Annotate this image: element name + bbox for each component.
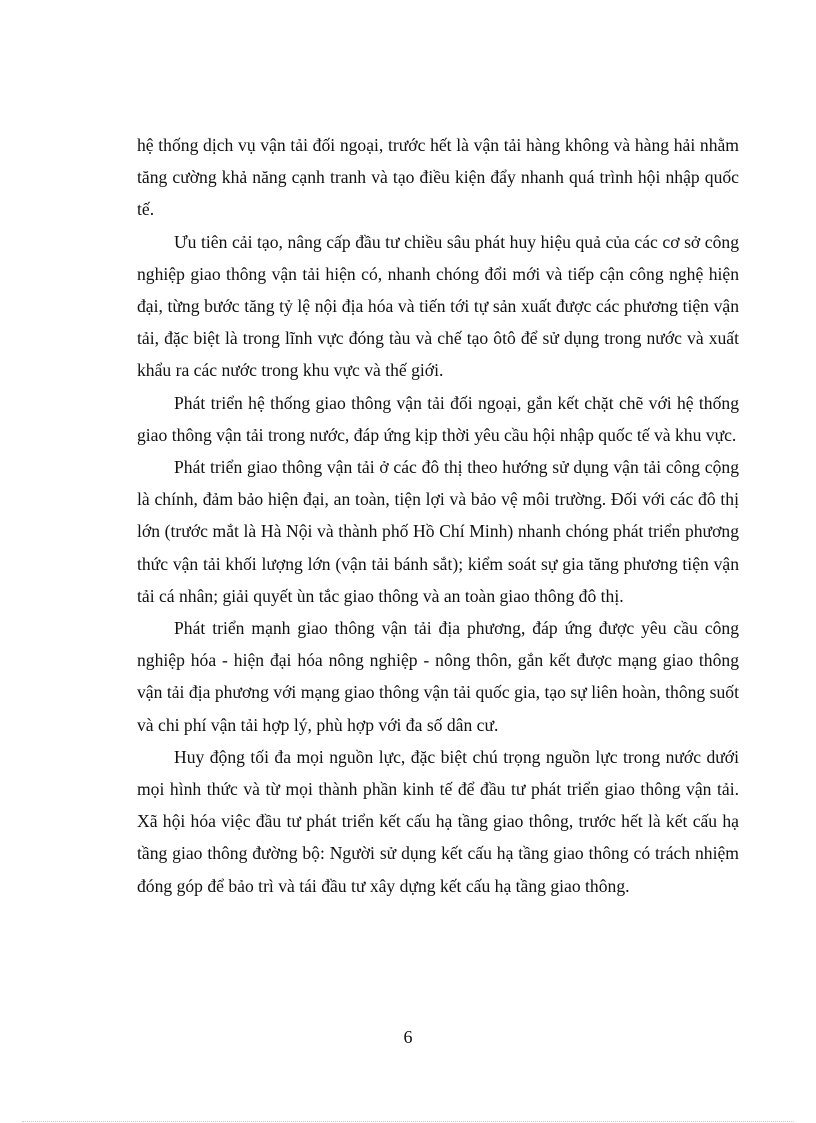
paragraph-continued: hệ thống dịch vụ vận tải đối ngoại, trước hết là vận tải hàng không và hàng hải nhằm tăng cường khả năng cạnh tranh và tạo điều kiện đẩy nhanh quá trình hội nhập quốc tế. [137,135,739,220]
paragraph-external-transport: Phát triển hệ thống giao thông vận tải đối ngoại, gắn kết chặt chẽ với hệ thống giao thông vận tải trong nước, đáp ứng kịp thời yêu cầu hội nhập quốc tế và khu vực. [137,392,739,445]
paragraph-urban-transport: Phát triển giao thông vận tải ở các đô thị theo hướng sử dụng vận tải công cộng là chính, đảm bảo hiện đại, an toàn, tiện lợi và bảo vệ môi trường. Đối với các đô thị lớn (trước mắt là Hà Nội và thành phố Hồ Chí Minh) nhanh chóng phát triển phương thức vận tải khối lượng lớn (vận tải bánh sắt); kiểm soát sự gia tăng phương tiện vận tải cá nhân; giải quyết ùn tắc giao thông và an toàn giao thông đô thị. [137,457,739,606]
body-text [137,129,739,902]
paragraph-industry: Ưu tiên cải tạo, nâng cấp đầu tư chiều sâu phát huy hiệu quả của các cơ sở công nghiệp giao thông vận tải hiện có, nhanh chóng đổi mới và tiếp cận công nghệ hiện đại, từng bước tăng tỷ lệ nội địa hóa và tiến tới tự sản xuất được các phương tiện vận tải, đặc biệt là trong lĩnh vực đóng tàu và chế tạo ôtô để sử dụng trong nước và xuất khẩu ra các nước trong khu vực và thế giới. [137,231,739,381]
page-number: 6 [403,1027,413,1047]
paragraph-local-transport: Phát triển mạnh giao thông vận tải địa phương, đáp ứng được yêu cầu công nghiệp hóa - hiện đại hóa nông nghiệp - nông thôn, gắn kết được mạng giao thông vận tải địa phương với mạng giao thông vận tải quốc gia, tạo sự liên hoàn, thông suốt và chi phí vận tải hợp lý, phù hợp với đa số dân cư. [137,618,739,735]
paragraph-resources: Huy động tối đa mọi nguồn lực, đặc biệt chú trọng nguồn lực trong nước dưới mọi hình thức và từ mọi thành phần kinh tế để đầu tư phát triển giao thông vận tải. Xã hội hóa việc đầu tư phát triển kết cấu hạ tầng giao thông, trước hết là kết cấu hạ tầng giao thông đường bộ: Người sử dụng kết cấu hạ tầng giao thông có trách nhiệm đóng góp để bảo trì và tái đầu tư xây dựng kết cấu hạ tầng giao thông. [137,746,739,896]
page-bottom-divider [22,1121,794,1122]
